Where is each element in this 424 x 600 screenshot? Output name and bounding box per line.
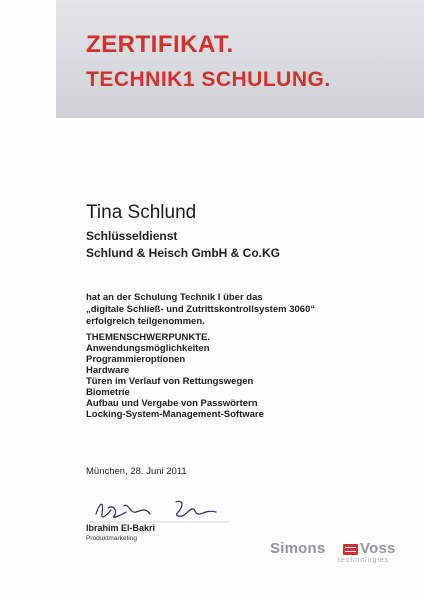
recipient-company-line-1: Schlüsseldienst — [86, 229, 178, 243]
topic-item: Anwendungsmöglichkeiten — [86, 343, 210, 354]
topic-item: Aufbau und Vergabe von Passwörtern — [86, 398, 258, 409]
topic-item: Türen im Verlauf von Rettungswegen — [86, 376, 254, 387]
topics-heading: THEMENSCHWERPUNKTE. — [86, 332, 211, 343]
certificate-subtitle: TECHNIK1 SCHULUNG. — [86, 68, 331, 91]
topics-list — [86, 343, 264, 420]
signer-name: Ibrahim El-Bakri — [86, 523, 156, 533]
recipient-company-line-2: Schlund & Heisch GmbH & Co.KG — [86, 246, 281, 260]
logo-word-right: Voss — [360, 540, 396, 557]
statement-line-3: erfolgreich teilgenommen. — [86, 316, 205, 327]
simonsvoss-logo — [270, 540, 404, 572]
certificate-title: ZERTIFIKAT. — [86, 31, 234, 58]
logo-mark-icon — [343, 544, 358, 555]
topic-item: Hardware — [86, 365, 130, 376]
recipient-name: Tina Schlund — [86, 202, 197, 223]
issue-date: München, 28. Juni 2011 — [86, 466, 187, 477]
topic-item: Locking-System-Management-Software — [86, 409, 264, 420]
logo-tagline: technologies — [338, 557, 390, 564]
topic-item: Programmieroptionen — [86, 354, 186, 365]
signer-role: Produktmarketing — [86, 535, 137, 542]
header-band — [56, 0, 424, 118]
statement-line-1: hat an der Schulung Technik I über das — [86, 292, 263, 303]
logo-word-left: Simons — [270, 540, 326, 557]
statement-line-2: „digitale Schließ- und Zutrittskontrollsystem 3060“ — [86, 304, 316, 315]
topic-item: Biometrie — [86, 387, 130, 398]
